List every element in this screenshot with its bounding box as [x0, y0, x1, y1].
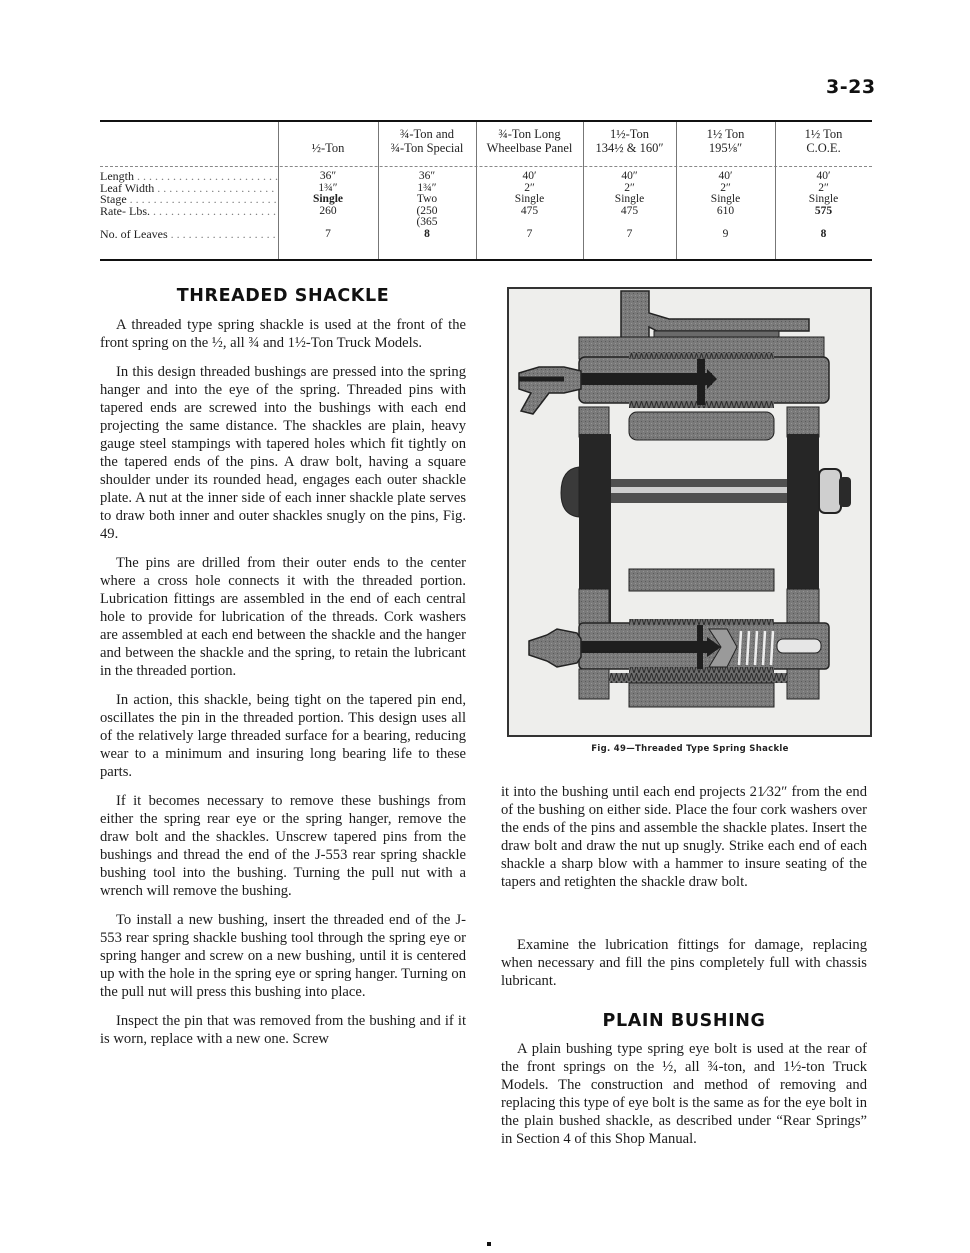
row-label-leaves: No. of Leaves . . .	[100, 229, 278, 241]
paragraph: To install a new bushing, insert the threaded end of the J-553 rear spring shackle bushing tool through the spring eye or spring hanger and screw on a new bushing, until it is centered up with the hole in the spring eye or spring hanger. Turning on the pull nut will press this bushing into place.	[100, 912, 466, 1000]
column-values: 40′ 2″ Single 475 7	[514, 170, 545, 240]
column-header: ½-Ton	[311, 141, 345, 155]
section-heading-plain-bushing: PLAIN BUSHING	[602, 1011, 766, 1031]
figure-caption: Fig. 49—Threaded Type Spring Shackle	[591, 744, 789, 754]
figure-threaded-spring-shackle	[507, 287, 872, 737]
paragraph: The pins are drilled from their outer ends to the center where a cross hole connects it with the threaded portion. Lubrication fittings are assembled in the end of each central hole to provide for lubrication of the threads. Cork washers are assembled at each end between the shackle and the hanger and between the shackle and the spring, to retain the lubricant in the threaded portion.	[100, 555, 466, 679]
paragraph: Examine the lubrication fittings for damage, replacing when necessary and fill the pins completely full with chassis lubricant.	[501, 937, 867, 989]
section-heading-threaded-shackle: THREADED SHACKLE	[176, 286, 390, 306]
table-header-rule	[100, 166, 872, 167]
paragraph: In this design threaded bushings are pressed into the spring hanger and into the eye of the spring. Threaded pins with tapered ends are screwed into the bushings with each end projecting the same distance. The shackles are plain, heavy gauge steel stampings with tapered holes which fit tightly on the tapered ends of the pins. A draw bolt, having a square shoulder under its rounded head, engages each outer shackle plate. A nut at the inner side of each inner shackle plate serves to draw both inner and outer shackles snugly on the pins, Fig. 49.	[100, 364, 466, 542]
column-values: 36″ 1¾″ Single 260 7	[312, 170, 344, 240]
right-column-text-2	[501, 936, 867, 1001]
row-label-leaf-width: Leaf Width . . .	[100, 183, 278, 195]
page-number: 3-23	[826, 76, 876, 98]
right-column-text	[501, 783, 867, 902]
column-header: ¾-Ton and ¾-Ton Special	[390, 127, 464, 155]
paragraph: In action, this shackle, being tight on the tapered pin end, oscillates the pin in the threaded portion. This design uses all of the relatively large threaded surface for a bearing, reducing wear to a minimum and insuring long bearing life to these parts.	[100, 692, 466, 780]
row-label-rate: Rate- Lbs. . . .	[100, 206, 278, 218]
plain-bushing-text	[501, 1040, 867, 1159]
table-bottom-rule	[100, 259, 872, 261]
paragraph: it into the bushing until each end projects 21⁄32″ from the end of the bushing on either side. Place the four cork washers over the ends of the pins and assemble the shackle plates. Insert the draw bolt and draw the nut up snugly. Strike each end of each shackle a sharp blow with a hammer to insure seating of the tapers and retighten the shackle draw bolt.	[501, 784, 867, 890]
row-label-stage: Stage . . .	[100, 194, 278, 206]
left-column-text	[100, 316, 466, 1059]
shackle-cutaway-illustration	[509, 289, 870, 735]
row-label-length: Length . . .	[100, 171, 278, 183]
paragraph: A plain bushing type spring eye bolt is used at the rear of the front springs on the ½, all ¾-ton, and 1½-ton Truck Models. The construction and method of removing and replacing this type of eye bolt is the same as for the eye bolt in the plain bushed shackle, as described under “Rear Springs” in Section 4 of this Shop Manual.	[501, 1041, 867, 1147]
column-header: ¾-Ton Long Wheelbase Panel	[486, 127, 573, 155]
column-values: 36″ 1¾″ Two (250 (365 8	[416, 170, 438, 240]
paragraph: Inspect the pin that was removed from the bushing and if it is worn, replace with a new one. Screw	[100, 1013, 466, 1047]
column-header: 1½ Ton 195⅛″	[706, 127, 745, 155]
paragraph: A threaded type spring shackle is used at the front of the front spring on the ½, all ¾ and 1½-Ton Truck Models.	[100, 317, 466, 351]
table-top-rule	[100, 120, 872, 122]
row-labels	[100, 171, 278, 241]
page-mark	[487, 1242, 491, 1246]
column-values: 40′ 2″ Single 610 9	[710, 170, 741, 240]
paragraph: If it becomes necessary to remove these bushings from either the spring rear eye or the spring hanger, remove the draw bolt and the shackles. Unscrew tapered pins from the bushings and thread the end of the J-553 rear spring shackle bushing tool into the bushing. Turning the pull nut with a wrench will remove the bushing.	[100, 793, 466, 899]
column-header: 1½ Ton C.O.E.	[804, 127, 843, 155]
column-header: 1½-Ton 134½ & 160″	[595, 127, 664, 155]
column-values: 40′ 2″ Single 575 8	[808, 170, 839, 240]
column-values: 40″ 2″ Single 475 7	[614, 170, 645, 240]
